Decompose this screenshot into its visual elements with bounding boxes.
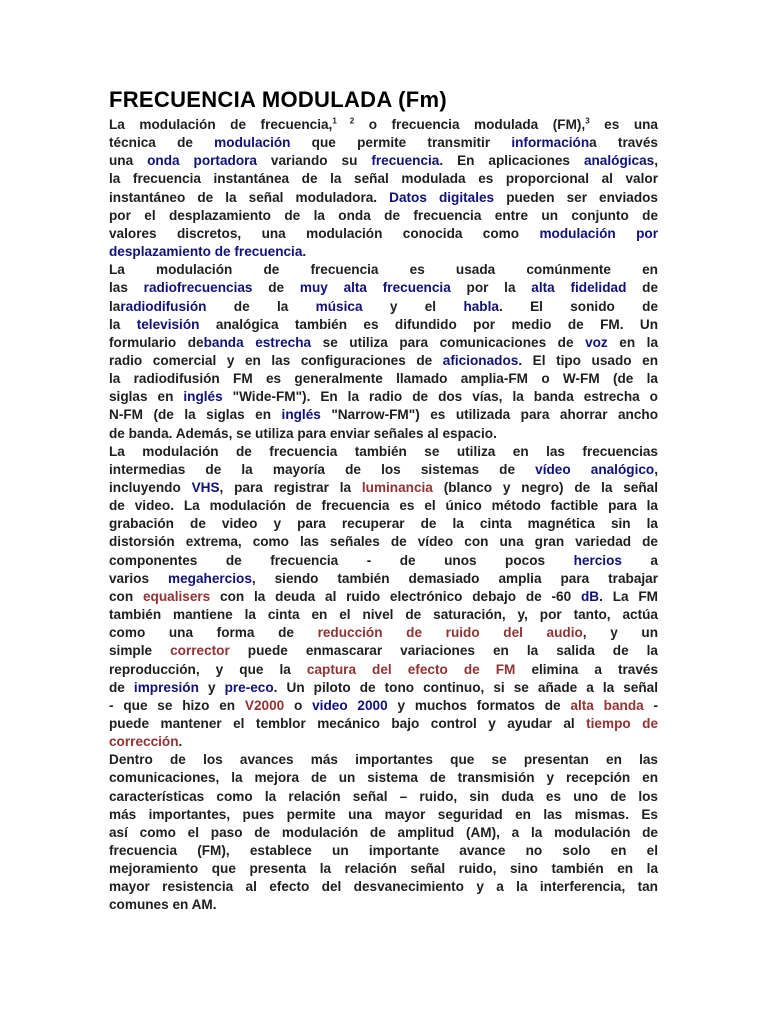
text-line — [109, 352, 658, 370]
text-line — [109, 588, 658, 606]
text-line — [109, 406, 658, 424]
text-run: de — [252, 280, 300, 296]
text-run: varios — [109, 570, 169, 586]
text-run: La modulación de frecuencia es usada comúnmente en — [109, 262, 658, 278]
text-run: comunicaciones, la mejora de un sistema de transmisión y recepción en — [109, 770, 658, 786]
text-line — [109, 370, 658, 388]
text-run: con la deuda al ruido electrónico debajo de -60 — [210, 588, 581, 604]
text-run: características como la relación señal – ruido, sin duda es uno de los — [109, 788, 658, 804]
text-run: la — [109, 316, 137, 332]
text-line — [109, 570, 658, 588]
text-run: valores discretos, una modulación conocida como — [109, 225, 540, 241]
text-run: se utiliza para comunicaciones de — [311, 334, 586, 350]
text-run: N-FM (de la siglas en — [109, 407, 282, 423]
hyperlink[interactable]: reducción de ruido del audio — [317, 625, 583, 641]
text-line — [109, 824, 658, 842]
text-line — [109, 679, 658, 697]
text-line — [109, 425, 658, 443]
text-line — [109, 624, 658, 642]
text-line — [109, 552, 658, 570]
text-run: las — [109, 280, 144, 296]
text-line — [109, 515, 658, 533]
text-run: pueden ser enviados — [494, 189, 658, 205]
hyperlink[interactable]: alta banda — [570, 697, 644, 713]
text-line — [109, 116, 658, 134]
text-line — [109, 316, 658, 334]
hyperlink[interactable]: televisión — [136, 316, 200, 332]
text-line — [109, 715, 658, 733]
hyperlink[interactable]: radiofrecuencias — [143, 280, 253, 296]
hyperlink[interactable]: equalisers — [142, 588, 211, 604]
text-run: puede mantener el temblor mecánico bajo control y ayudar al — [109, 715, 587, 731]
text-run: de — [626, 280, 658, 296]
text-run: mejoramiento que presenta la relación señal ruido, sino también en la — [109, 861, 658, 877]
hyperlink[interactable]: información — [511, 135, 590, 151]
footnote-ref[interactable]: 3 — [585, 116, 590, 126]
hyperlink[interactable]: banda estrecha — [203, 334, 312, 350]
text-run: reproducción, y que la — [109, 661, 307, 677]
text-run: "Wide-FM"). En la radio de dos vías, la banda estrecha o — [222, 389, 658, 405]
text-run: mayor resistencia al efecto del desvanecimiento y a la interferencia, tan — [109, 879, 658, 895]
text-run: incluyendo — [109, 480, 192, 495]
text-run: por la — [450, 280, 532, 296]
text-run: . — [302, 244, 307, 260]
text-line — [109, 388, 658, 406]
text-run: (blanco y negro) de la señal — [432, 480, 659, 495]
text-line — [109, 189, 658, 207]
text-run: de video. La modulación de frecuencia es el único método factible para la — [109, 498, 658, 514]
text-run: , — [654, 153, 658, 169]
hyperlink[interactable]: Datos digitales — [389, 189, 495, 205]
hyperlink[interactable]: aficionados — [442, 352, 519, 368]
text-line — [109, 661, 658, 679]
text-run: o — [284, 697, 313, 713]
text-run: frecuencia (FM), establece un importante avance no solo en el — [109, 843, 658, 858]
text-run: una — [109, 153, 148, 169]
text-run: "Narrow-FM") es utilizada para ahorrar ancho — [320, 407, 659, 423]
hyperlink[interactable]: analógicas — [583, 153, 655, 169]
text-run: en la — [607, 334, 659, 350]
text-run: y muchos formatos de — [387, 697, 571, 713]
hyperlink[interactable]: V2000 — [244, 697, 285, 713]
text-run: comunes en AM. — [109, 897, 217, 913]
text-line — [109, 606, 658, 624]
text-run: , — [654, 461, 658, 477]
hyperlink[interactable]: frecuencia — [371, 153, 440, 169]
text-run: . En aplicaciones — [439, 153, 584, 169]
text-line — [109, 334, 658, 352]
text-run: así como el paso de modulación de amplitud (AM), a la modulación de — [109, 824, 658, 840]
text-line — [109, 152, 658, 170]
hyperlink[interactable]: captura del efecto de FM — [306, 661, 516, 677]
text-line — [109, 896, 658, 914]
text-line — [109, 842, 658, 860]
hyperlink[interactable]: vídeo analógico — [535, 461, 655, 477]
text-run: radio comercial y en las configuraciones de — [109, 352, 443, 368]
hyperlink[interactable]: onda portadora — [147, 153, 257, 169]
hyperlink[interactable]: modulación — [214, 135, 291, 151]
text-run: Dentro de los avances más importantes que se presentan en las — [109, 752, 658, 768]
text-run: o frecuencia modulada (FM), — [354, 117, 586, 132]
text-line — [109, 261, 658, 279]
text-run: puede enmascarar variaciones en la salida de la — [229, 643, 658, 659]
text-run: - — [643, 697, 659, 713]
text-line — [109, 479, 658, 497]
text-line — [109, 642, 658, 660]
text-run: de banda. Además, se utiliza para enviar señales al espacio. — [109, 425, 497, 441]
hyperlink[interactable]: inglés — [183, 389, 223, 405]
text-run: variando su — [256, 153, 372, 169]
text-run: , siendo también demasiado amplia para trabajar — [251, 570, 659, 586]
text-run: como una forma de — [109, 625, 318, 641]
hyperlink[interactable]: VHS — [191, 480, 220, 495]
text-run: y — [198, 679, 225, 695]
text-run: . — [178, 734, 183, 750]
text-line — [109, 788, 658, 806]
text-run: componentes de frecuencia - de unos pocos — [109, 552, 574, 568]
text-line — [109, 461, 658, 479]
text-run: intermedias de la mayoría de los sistemas de — [109, 461, 536, 477]
text-run: analógica también es difundido por medio de FM. Un — [199, 316, 658, 332]
hyperlink[interactable]: corrector — [170, 643, 230, 659]
text-run: simple — [109, 643, 171, 659]
text-line — [109, 225, 658, 243]
text-run: y el — [362, 298, 464, 314]
text-line — [109, 243, 658, 261]
hyperlink[interactable]: video 2000 — [312, 697, 388, 713]
hyperlink[interactable]: modulación por — [539, 225, 659, 241]
text-run: - que se hizo en — [109, 697, 245, 713]
text-run: instantáneo de la señal moduladora. — [109, 189, 390, 205]
text-run: la — [109, 298, 121, 314]
text-line — [109, 751, 658, 769]
hyperlink[interactable]: pre-eco — [224, 679, 274, 695]
text-run: La modulación de frecuencia también se utiliza en las frecuencias — [109, 443, 658, 459]
text-run: siglas en — [109, 389, 184, 405]
hyperlink[interactable]: alta fidelidad — [531, 280, 627, 296]
text-line — [109, 533, 658, 551]
text-run: , para registrar la — [219, 480, 362, 495]
footnote-ref[interactable]: 1 2 — [332, 116, 355, 126]
text-run: elimina a través — [515, 661, 658, 677]
hyperlink[interactable]: impresión — [133, 679, 199, 695]
hyperlink[interactable]: desplazamiento de frecuencia — [109, 244, 303, 260]
text-run: con — [109, 588, 143, 604]
text-line — [109, 298, 658, 316]
hyperlink[interactable]: megahercios — [168, 570, 252, 586]
hyperlink[interactable]: voz — [585, 334, 608, 350]
text-run: más importantes, pues permite una mayor seguridad en las mismas. Es — [109, 806, 658, 822]
text-run: , y un — [582, 625, 658, 641]
hyperlink[interactable]: música — [315, 298, 363, 314]
hyperlink[interactable]: tiempo de — [586, 715, 658, 731]
text-line — [109, 697, 658, 715]
text-run: . El tipo usado en — [518, 352, 658, 368]
text-run: de — [109, 679, 134, 695]
text-run: técnica de — [109, 135, 215, 151]
hyperlink[interactable]: dB — [581, 588, 600, 604]
text-run: que permite transmitir — [290, 135, 512, 151]
text-run: La modulación de frecuencia, — [109, 117, 333, 132]
text-line — [109, 769, 658, 787]
text-run: la radiodifusión FM es generalmente llamado amplia-FM o W-FM (de la — [109, 371, 658, 387]
text-run: distorsión extrema, como las señales de vídeo con una gran variedad de — [109, 534, 658, 550]
text-line — [109, 860, 658, 878]
text-run: de la — [206, 298, 316, 314]
text-run: a — [621, 552, 658, 568]
text-line — [109, 497, 658, 515]
hyperlink[interactable]: hercios — [573, 552, 622, 568]
hyperlink[interactable]: radiodifusión — [120, 298, 207, 314]
text-line — [109, 806, 658, 824]
text-line — [109, 443, 658, 461]
hyperlink[interactable]: corrección — [109, 734, 179, 750]
text-run: . La FM — [599, 588, 659, 604]
document-title: FRECUENCIA MODULADA (Fm) — [109, 87, 447, 112]
text-run: grabación de video y para recuperar de la cinta magnética sin la — [109, 516, 658, 532]
hyperlink[interactable]: luminancia — [361, 480, 433, 495]
text-run: . El sonido de — [498, 298, 659, 314]
text-run: formulario de — [109, 334, 204, 350]
hyperlink[interactable]: habla — [463, 298, 499, 314]
hyperlink[interactable]: muy alta frecuencia — [299, 280, 451, 296]
text-run: la frecuencia instantánea de la señal modulada es proporcional al valor — [109, 171, 658, 187]
text-line — [109, 207, 658, 225]
text-run: por el desplazamiento de la onda de frecuencia entre un conjunto de — [109, 207, 658, 223]
text-run: también mantiene la cinta en el nivel de saturación, y, por tanto, actúa — [109, 607, 658, 623]
text-line — [109, 733, 658, 751]
text-line — [109, 878, 658, 896]
text-run: es una — [589, 117, 658, 132]
hyperlink[interactable]: inglés — [281, 407, 321, 423]
text-line — [109, 170, 658, 188]
text-run: . Un piloto de tono continuo, si se añade a la señal — [273, 679, 659, 695]
text-line — [109, 134, 658, 152]
text-line — [109, 279, 658, 297]
text-run: a través — [589, 135, 658, 151]
